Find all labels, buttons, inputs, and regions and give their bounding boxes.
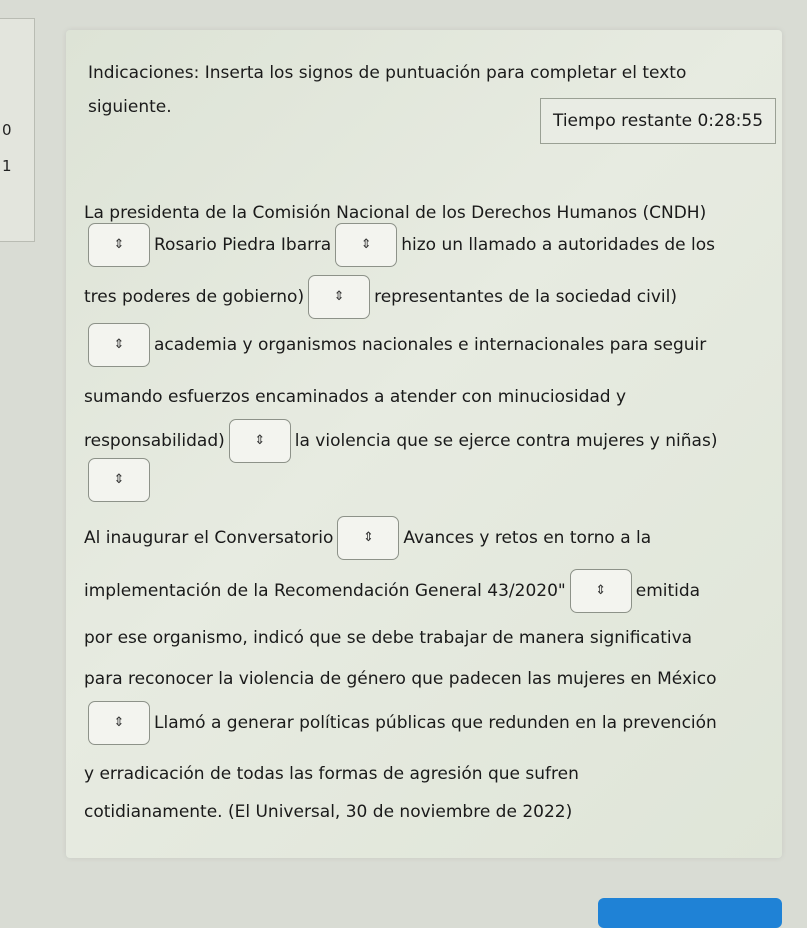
select-arrows-icon: ⇕ <box>362 530 374 545</box>
text-segment: sumando esfuerzos encaminados a atender con minuciosidad y <box>84 387 627 407</box>
select-arrows-icon: ⇕ <box>254 433 266 448</box>
text-line <box>84 384 626 410</box>
punctuation-select-9[interactable] <box>88 701 150 745</box>
text-line <box>84 799 572 825</box>
side-mark: 1 <box>2 157 12 175</box>
text-line <box>84 516 651 560</box>
text-line <box>84 275 677 319</box>
text-line <box>84 223 715 267</box>
text-segment: emitida <box>635 581 701 601</box>
punctuation-select-4[interactable] <box>88 323 150 367</box>
punctuation-select-7[interactable] <box>337 516 399 560</box>
select-arrows-icon: ⇕ <box>113 472 125 487</box>
punctuation-select-8[interactable] <box>570 569 632 613</box>
text-segment: responsabilidad) <box>84 431 225 451</box>
punctuation-select-5[interactable] <box>229 419 291 463</box>
timer-value: 0:28:55 <box>697 111 764 131</box>
side-panel <box>0 18 35 242</box>
side-mark: 0 <box>2 121 12 139</box>
timer-label: Tiempo restante <box>552 111 693 131</box>
text-segment: academia y organismos nacionales e internacionales para seguir <box>154 335 707 355</box>
exercise-card <box>66 30 782 858</box>
text-segment: Avances y retos en torno a la <box>403 528 652 548</box>
punctuation-select-1[interactable] <box>88 223 150 267</box>
text-segment: y erradicación de todas las formas de agresión que sufren <box>84 764 579 784</box>
select-arrows-icon: ⇕ <box>113 337 125 352</box>
text-line <box>84 625 692 651</box>
punctuation-select-2[interactable] <box>335 223 397 267</box>
text-segment: la violencia que se ejerce contra mujeres y niñas) <box>294 431 718 451</box>
timer-box <box>540 98 776 144</box>
instructions-text: Indicaciones: Inserta los signos de puntuación para completar el texto siguiente. <box>88 63 687 117</box>
select-arrows-icon: ⇕ <box>113 715 125 730</box>
text-line <box>84 701 717 745</box>
text-segment: cotidianamente. (El Universal, 30 de noviembre de 2022) <box>84 802 573 822</box>
select-arrows-icon: ⇕ <box>595 583 607 598</box>
text-segment: representantes de la sociedad civil) <box>374 287 677 307</box>
select-arrows-icon: ⇕ <box>113 237 125 252</box>
text-line <box>84 666 716 692</box>
next-button[interactable] <box>598 898 782 928</box>
text-segment: Al inaugurar el Conversatorio <box>84 528 334 548</box>
text-line <box>84 761 579 787</box>
text-line <box>84 323 706 367</box>
select-arrows-icon: ⇕ <box>333 289 345 304</box>
punctuation-select-6[interactable] <box>88 458 150 502</box>
text-line <box>84 458 154 502</box>
text-segment: Rosario Piedra Ibarra <box>154 235 332 255</box>
text-segment: hizo un llamado a autoridades de los <box>401 235 715 255</box>
punctuation-select-3[interactable] <box>308 275 370 319</box>
text-segment: por ese organismo, indicó que se debe trabajar de manera significativa <box>84 628 693 648</box>
text-segment: tres poderes de gobierno) <box>84 287 305 307</box>
text-segment: para reconocer la violencia de género que padecen las mujeres en México <box>84 669 717 689</box>
text-segment: Llamó a generar políticas públicas que redunden en la prevención <box>154 713 717 733</box>
text-segment: implementación de la Recomendación General 43/2020" <box>84 581 566 601</box>
text-line <box>84 419 717 463</box>
text-segment: La presidenta de la Comisión Nacional de los Derechos Humanos (CNDH) <box>84 203 707 223</box>
text-line <box>84 569 700 613</box>
select-arrows-icon: ⇕ <box>360 237 372 252</box>
